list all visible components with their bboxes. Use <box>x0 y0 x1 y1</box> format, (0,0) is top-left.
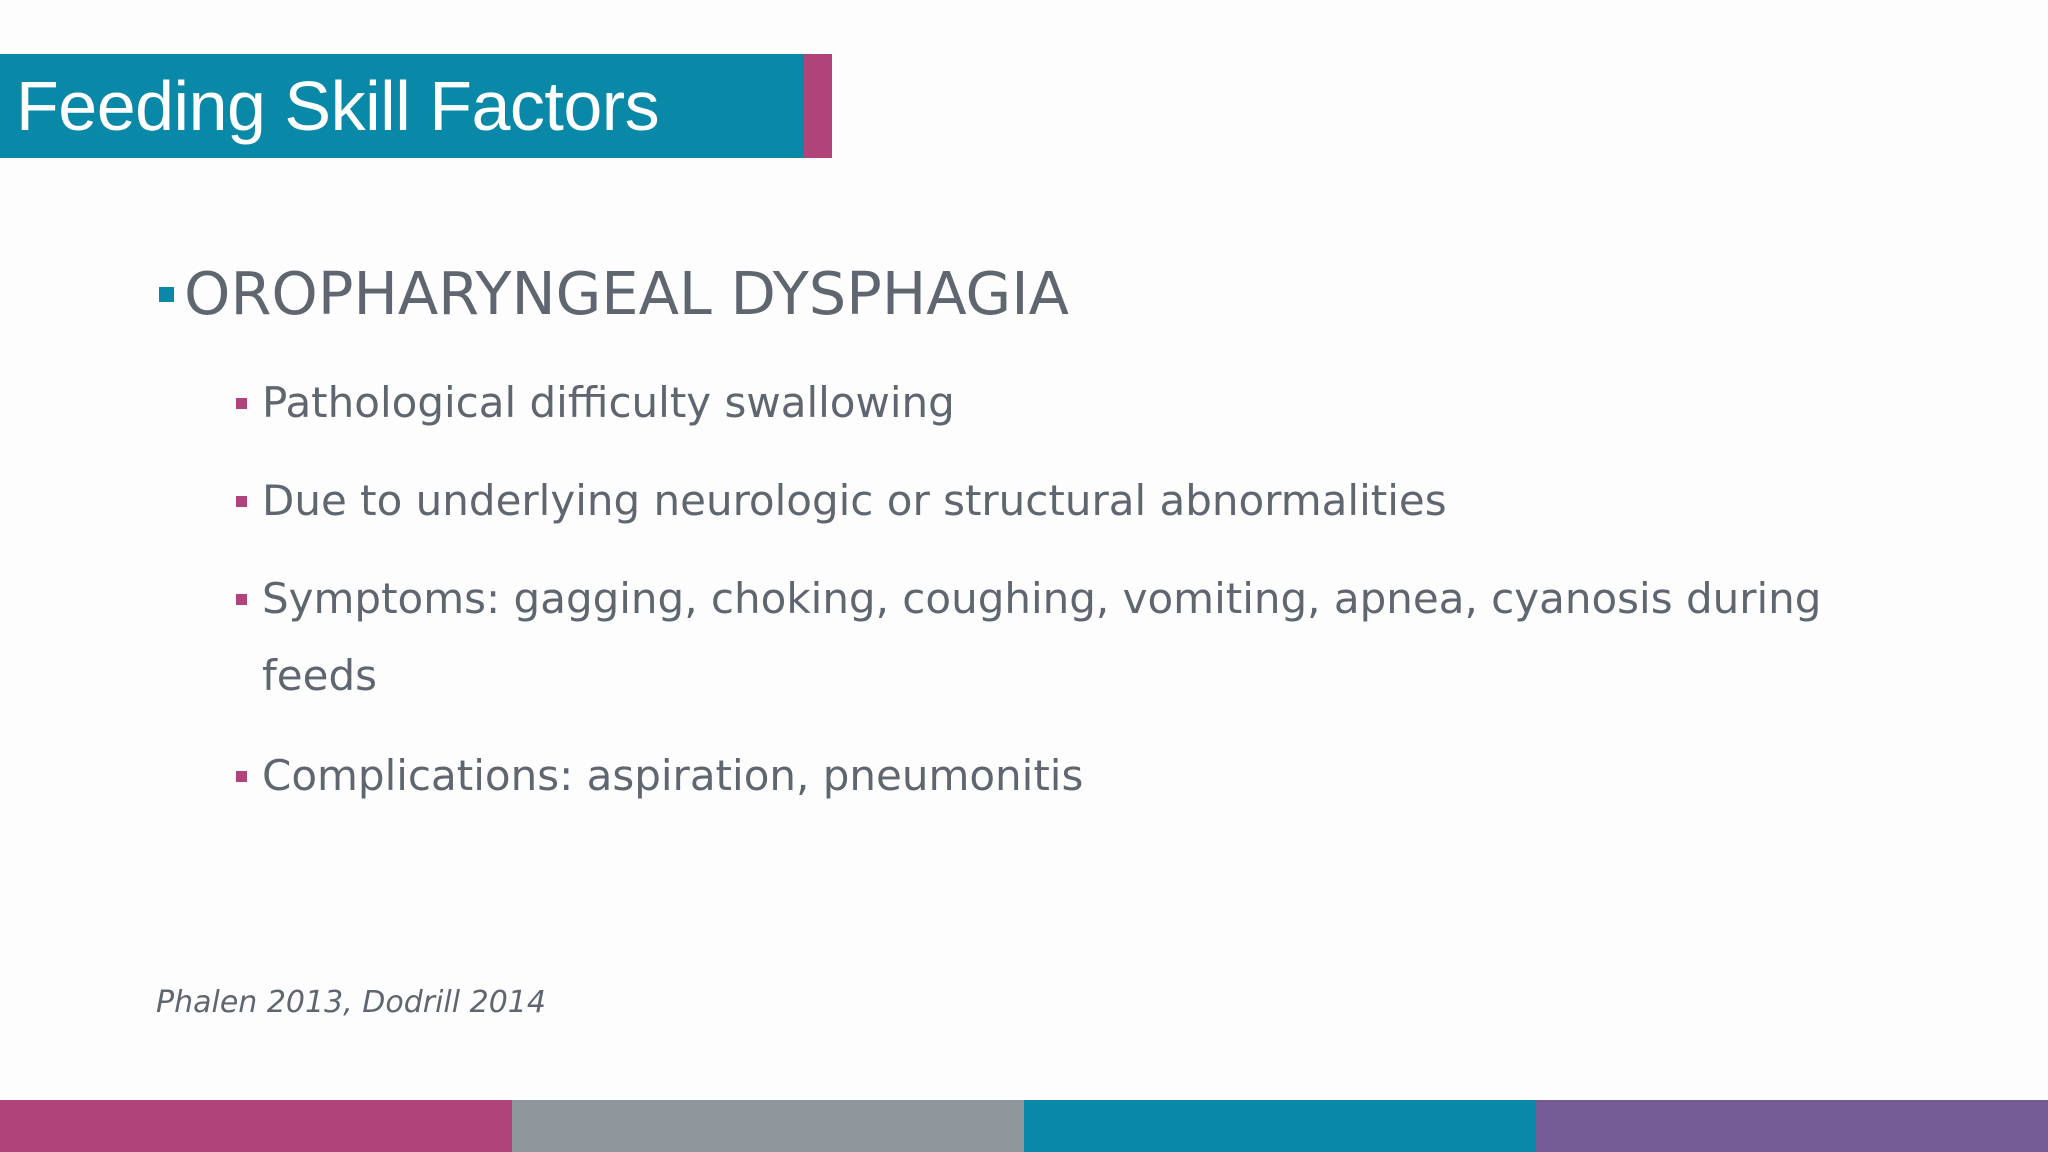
sub-bullet <box>236 737 1886 814</box>
footer-color-bar <box>0 1100 2048 1152</box>
footer-segment-teal <box>1024 1100 1536 1152</box>
square-bullet-icon <box>159 287 174 302</box>
slide-title: Feeding Skill Factors <box>16 67 660 145</box>
sub-bullet-text: Symptoms: gagging, choking, coughing, vomiting, apnea, cyanosis during feeds <box>262 574 1822 700</box>
square-bullet-icon <box>236 398 247 409</box>
main-bullet-text: OROPHARYNGEAL DYSPHAGIA <box>184 259 1069 328</box>
sub-bullet <box>236 560 1886 714</box>
sub-bullet-text: Due to underlying neurologic or structural abnormalities <box>262 476 1447 525</box>
citation: Phalen 2013, Dodrill 2014 <box>156 985 546 1020</box>
sub-bullet <box>236 462 1886 539</box>
footer-segment-gray <box>512 1100 1024 1152</box>
footer-segment-purple <box>1536 1100 2048 1152</box>
main-bullet <box>159 254 1069 334</box>
square-bullet-icon <box>236 771 247 782</box>
sub-bullet <box>236 364 1886 441</box>
square-bullet-icon <box>236 496 247 507</box>
sub-bullet-text: Complications: aspiration, pneumonitis <box>262 751 1084 800</box>
footer-segment-magenta <box>0 1100 512 1152</box>
square-bullet-icon <box>236 594 247 605</box>
sub-bullet-text: Pathological difficulty swallowing <box>262 378 955 427</box>
title-accent-stripe <box>804 54 832 158</box>
